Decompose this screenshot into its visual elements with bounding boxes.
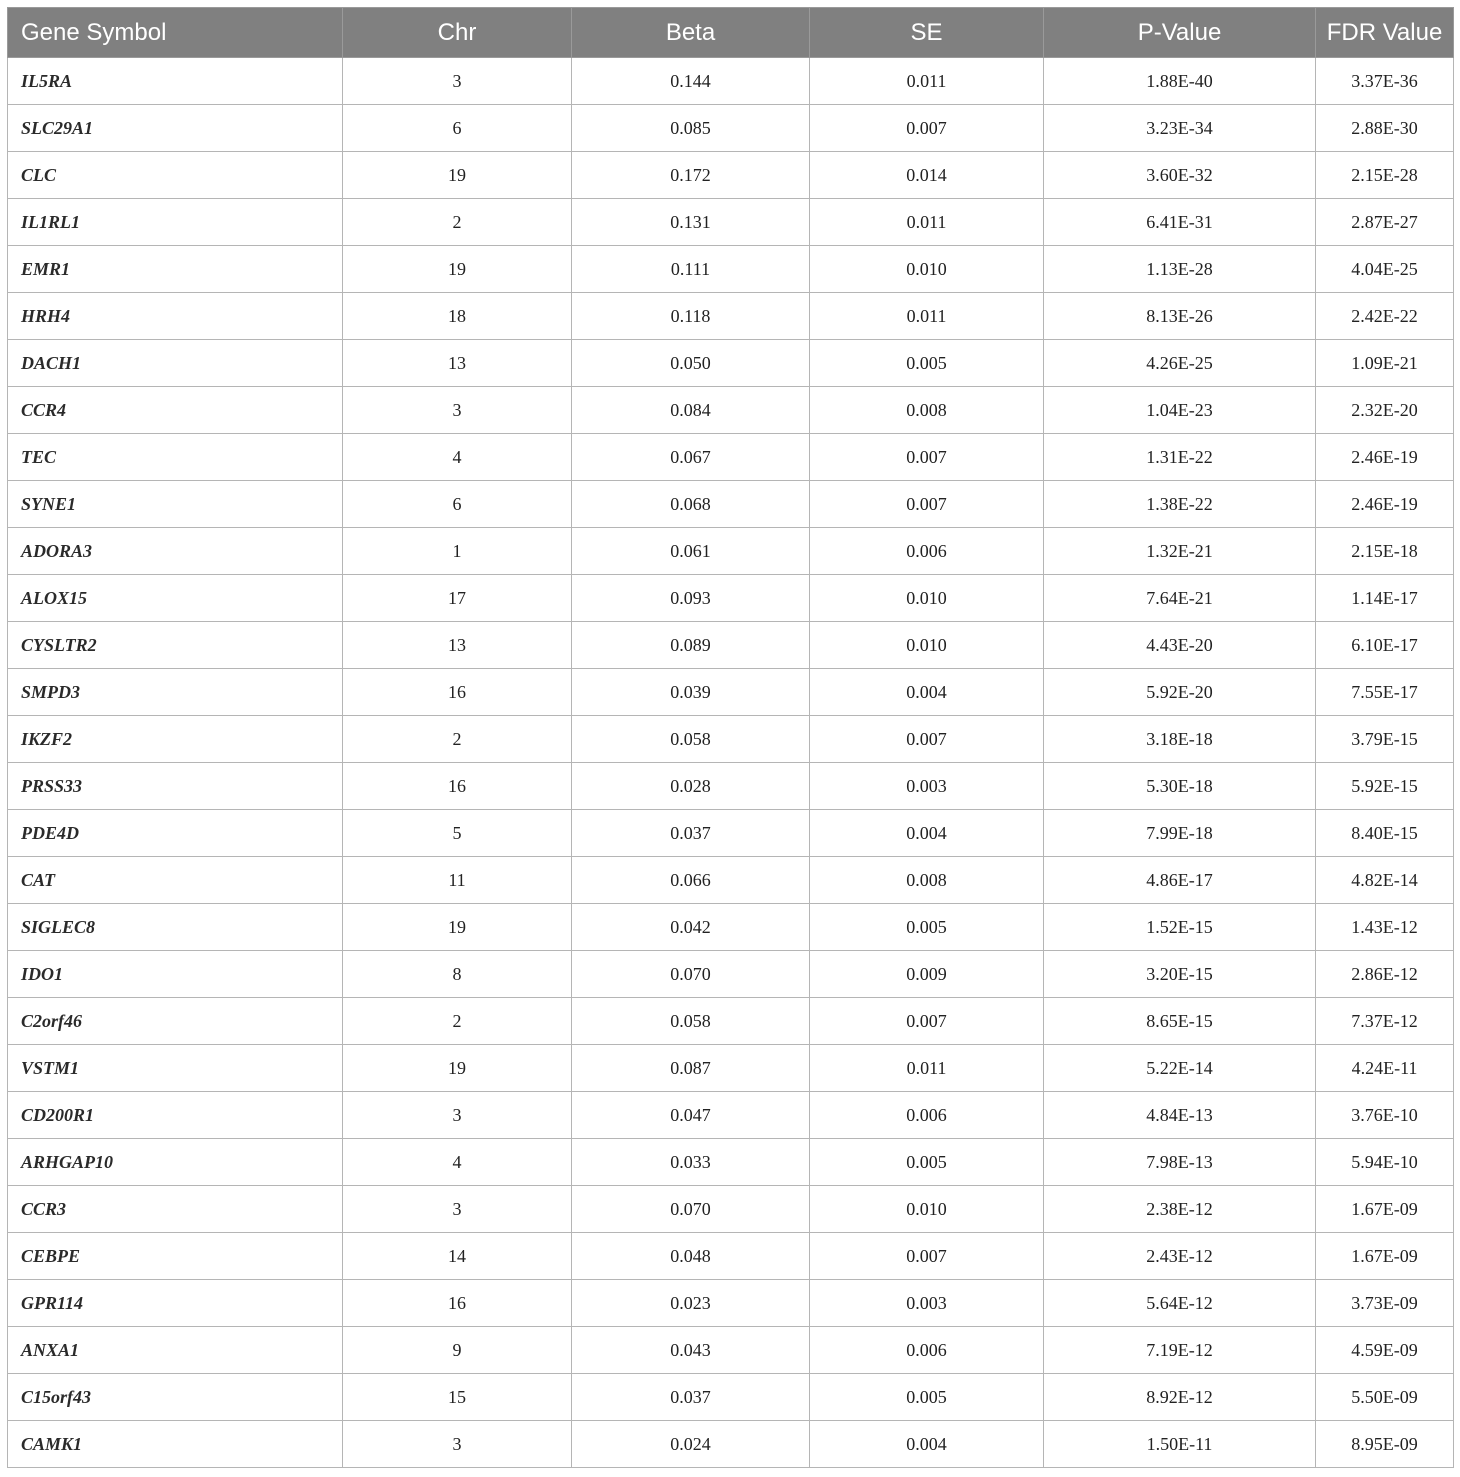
table-row [8,716,1454,763]
cell-se: 0.007 [810,105,1044,152]
cell-fdr-value: 1.14E-17 [1316,575,1454,622]
table-row [8,340,1454,387]
gene-results-table [7,7,1454,1468]
table-row [8,1421,1454,1468]
cell-se: 0.004 [810,810,1044,857]
cell-se: 0.006 [810,528,1044,575]
cell-gene-symbol: VSTM1 [8,1045,343,1092]
cell-chr: 2 [343,716,572,763]
cell-beta: 0.058 [572,998,810,1045]
cell-beta: 0.023 [572,1280,810,1327]
cell-gene-symbol: IDO1 [8,951,343,998]
table-row [8,105,1454,152]
cell-p-value: 7.98E-13 [1044,1139,1316,1186]
cell-p-value: 5.64E-12 [1044,1280,1316,1327]
cell-beta: 0.085 [572,105,810,152]
cell-p-value: 3.23E-34 [1044,105,1316,152]
table-row [8,387,1454,434]
table-row [8,434,1454,481]
table-row [8,622,1454,669]
cell-beta: 0.093 [572,575,810,622]
cell-chr: 19 [343,1045,572,1092]
cell-p-value: 7.64E-21 [1044,575,1316,622]
table-body [8,58,1454,1468]
cell-chr: 3 [343,1421,572,1468]
cell-fdr-value: 1.67E-09 [1316,1186,1454,1233]
cell-gene-symbol: GPR114 [8,1280,343,1327]
cell-fdr-value: 3.79E-15 [1316,716,1454,763]
table-row [8,575,1454,622]
cell-p-value: 1.13E-28 [1044,246,1316,293]
table-row [8,904,1454,951]
cell-beta: 0.131 [572,199,810,246]
cell-gene-symbol: CLC [8,152,343,199]
cell-p-value: 1.88E-40 [1044,58,1316,105]
cell-gene-symbol: IKZF2 [8,716,343,763]
cell-gene-symbol: IL5RA [8,58,343,105]
cell-beta: 0.024 [572,1421,810,1468]
cell-se: 0.009 [810,951,1044,998]
header-gene-symbol: Gene Symbol [8,8,343,58]
cell-gene-symbol: TEC [8,434,343,481]
table-row [8,528,1454,575]
cell-beta: 0.070 [572,951,810,998]
cell-fdr-value: 3.76E-10 [1316,1092,1454,1139]
table-row [8,58,1454,105]
header-chr: Chr [343,8,572,58]
cell-beta: 0.066 [572,857,810,904]
cell-p-value: 4.43E-20 [1044,622,1316,669]
cell-gene-symbol: IL1RL1 [8,199,343,246]
cell-gene-symbol: SYNE1 [8,481,343,528]
cell-gene-symbol: HRH4 [8,293,343,340]
cell-fdr-value: 6.10E-17 [1316,622,1454,669]
cell-beta: 0.067 [572,434,810,481]
cell-chr: 15 [343,1374,572,1421]
cell-chr: 1 [343,528,572,575]
cell-fdr-value: 2.86E-12 [1316,951,1454,998]
cell-beta: 0.042 [572,904,810,951]
cell-se: 0.011 [810,199,1044,246]
cell-gene-symbol: ALOX15 [8,575,343,622]
table-row [8,1186,1454,1233]
cell-chr: 19 [343,904,572,951]
cell-fdr-value: 2.46E-19 [1316,434,1454,481]
cell-chr: 5 [343,810,572,857]
cell-beta: 0.037 [572,810,810,857]
cell-fdr-value: 1.09E-21 [1316,340,1454,387]
cell-beta: 0.111 [572,246,810,293]
cell-gene-symbol: PRSS33 [8,763,343,810]
cell-beta: 0.089 [572,622,810,669]
cell-gene-symbol: SLC29A1 [8,105,343,152]
cell-chr: 11 [343,857,572,904]
cell-chr: 16 [343,1280,572,1327]
cell-gene-symbol: CAMK1 [8,1421,343,1468]
table-row [8,293,1454,340]
cell-se: 0.007 [810,716,1044,763]
cell-p-value: 1.31E-22 [1044,434,1316,481]
table-row [8,1045,1454,1092]
cell-fdr-value: 1.67E-09 [1316,1233,1454,1280]
cell-p-value: 2.43E-12 [1044,1233,1316,1280]
cell-chr: 13 [343,622,572,669]
cell-fdr-value: 4.24E-11 [1316,1045,1454,1092]
cell-gene-symbol: ADORA3 [8,528,343,575]
table-row [8,1092,1454,1139]
cell-fdr-value: 2.15E-28 [1316,152,1454,199]
cell-p-value: 8.92E-12 [1044,1374,1316,1421]
cell-se: 0.010 [810,575,1044,622]
cell-p-value: 4.86E-17 [1044,857,1316,904]
cell-chr: 13 [343,340,572,387]
cell-gene-symbol: CCR4 [8,387,343,434]
cell-beta: 0.047 [572,1092,810,1139]
cell-p-value: 1.50E-11 [1044,1421,1316,1468]
cell-se: 0.005 [810,904,1044,951]
cell-gene-symbol: C2orf46 [8,998,343,1045]
table-row [8,481,1454,528]
cell-fdr-value: 4.82E-14 [1316,857,1454,904]
cell-chr: 19 [343,152,572,199]
cell-beta: 0.144 [572,58,810,105]
cell-beta: 0.087 [572,1045,810,1092]
cell-se: 0.008 [810,387,1044,434]
cell-chr: 4 [343,1139,572,1186]
cell-beta: 0.118 [572,293,810,340]
cell-beta: 0.061 [572,528,810,575]
cell-chr: 2 [343,199,572,246]
cell-beta: 0.037 [572,1374,810,1421]
cell-chr: 16 [343,669,572,716]
cell-fdr-value: 2.88E-30 [1316,105,1454,152]
cell-gene-symbol: CD200R1 [8,1092,343,1139]
cell-p-value: 5.92E-20 [1044,669,1316,716]
cell-p-value: 1.04E-23 [1044,387,1316,434]
cell-p-value: 3.18E-18 [1044,716,1316,763]
cell-fdr-value: 2.46E-19 [1316,481,1454,528]
cell-se: 0.007 [810,481,1044,528]
cell-gene-symbol: DACH1 [8,340,343,387]
table-row [8,1327,1454,1374]
cell-chr: 8 [343,951,572,998]
table-row [8,763,1454,810]
cell-fdr-value: 5.50E-09 [1316,1374,1454,1421]
cell-se: 0.003 [810,763,1044,810]
cell-p-value: 1.32E-21 [1044,528,1316,575]
cell-se: 0.011 [810,293,1044,340]
table-row [8,951,1454,998]
cell-se: 0.007 [810,434,1044,481]
cell-se: 0.010 [810,246,1044,293]
cell-p-value: 4.26E-25 [1044,340,1316,387]
cell-se: 0.014 [810,152,1044,199]
cell-fdr-value: 7.55E-17 [1316,669,1454,716]
cell-gene-symbol: SIGLEC8 [8,904,343,951]
cell-fdr-value: 8.95E-09 [1316,1421,1454,1468]
cell-chr: 19 [343,246,572,293]
cell-gene-symbol: ANXA1 [8,1327,343,1374]
cell-gene-symbol: CEBPE [8,1233,343,1280]
cell-fdr-value: 1.43E-12 [1316,904,1454,951]
cell-fdr-value: 4.59E-09 [1316,1327,1454,1374]
cell-p-value: 8.65E-15 [1044,998,1316,1045]
table-header [8,8,1454,58]
cell-chr: 3 [343,58,572,105]
cell-p-value: 3.20E-15 [1044,951,1316,998]
cell-se: 0.007 [810,998,1044,1045]
cell-fdr-value: 2.32E-20 [1316,387,1454,434]
cell-se: 0.006 [810,1327,1044,1374]
cell-gene-symbol: CAT [8,857,343,904]
cell-beta: 0.039 [572,669,810,716]
cell-p-value: 8.13E-26 [1044,293,1316,340]
cell-se: 0.004 [810,1421,1044,1468]
cell-beta: 0.033 [572,1139,810,1186]
cell-se: 0.008 [810,857,1044,904]
cell-se: 0.010 [810,622,1044,669]
cell-fdr-value: 4.04E-25 [1316,246,1454,293]
cell-gene-symbol: ARHGAP10 [8,1139,343,1186]
cell-gene-symbol: SMPD3 [8,669,343,716]
cell-p-value: 5.22E-14 [1044,1045,1316,1092]
cell-chr: 14 [343,1233,572,1280]
header-se: SE [810,8,1044,58]
cell-chr: 16 [343,763,572,810]
cell-beta: 0.058 [572,716,810,763]
header-fdr-value: FDR Value [1316,8,1454,58]
cell-chr: 3 [343,1092,572,1139]
table-row [8,152,1454,199]
cell-gene-symbol: C15orf43 [8,1374,343,1421]
header-row [8,8,1454,58]
cell-p-value: 7.19E-12 [1044,1327,1316,1374]
cell-beta: 0.048 [572,1233,810,1280]
header-p-value: P-Value [1044,8,1316,58]
cell-fdr-value: 2.87E-27 [1316,199,1454,246]
cell-p-value: 1.52E-15 [1044,904,1316,951]
cell-p-value: 1.38E-22 [1044,481,1316,528]
cell-p-value: 6.41E-31 [1044,199,1316,246]
cell-chr: 3 [343,1186,572,1233]
cell-p-value: 5.30E-18 [1044,763,1316,810]
cell-fdr-value: 3.73E-09 [1316,1280,1454,1327]
cell-fdr-value: 3.37E-36 [1316,58,1454,105]
table-row [8,1139,1454,1186]
cell-chr: 6 [343,105,572,152]
cell-chr: 2 [343,998,572,1045]
cell-chr: 3 [343,387,572,434]
cell-gene-symbol: CYSLTR2 [8,622,343,669]
cell-p-value: 3.60E-32 [1044,152,1316,199]
table-row [8,1280,1454,1327]
cell-beta: 0.050 [572,340,810,387]
cell-beta: 0.028 [572,763,810,810]
table-row [8,810,1454,857]
cell-fdr-value: 5.92E-15 [1316,763,1454,810]
cell-se: 0.010 [810,1186,1044,1233]
cell-se: 0.005 [810,1139,1044,1186]
table-row [8,1233,1454,1280]
cell-se: 0.011 [810,58,1044,105]
cell-chr: 9 [343,1327,572,1374]
cell-fdr-value: 2.42E-22 [1316,293,1454,340]
table-row [8,1374,1454,1421]
table-row [8,199,1454,246]
cell-se: 0.004 [810,669,1044,716]
table-row [8,857,1454,904]
cell-gene-symbol: EMR1 [8,246,343,293]
cell-se: 0.011 [810,1045,1044,1092]
cell-p-value: 2.38E-12 [1044,1186,1316,1233]
cell-chr: 6 [343,481,572,528]
cell-fdr-value: 8.40E-15 [1316,810,1454,857]
cell-beta: 0.172 [572,152,810,199]
cell-se: 0.007 [810,1233,1044,1280]
cell-gene-symbol: CCR3 [8,1186,343,1233]
cell-p-value: 7.99E-18 [1044,810,1316,857]
cell-se: 0.005 [810,1374,1044,1421]
cell-chr: 4 [343,434,572,481]
cell-chr: 18 [343,293,572,340]
cell-beta: 0.068 [572,481,810,528]
cell-beta: 0.070 [572,1186,810,1233]
cell-beta: 0.084 [572,387,810,434]
cell-beta: 0.043 [572,1327,810,1374]
cell-fdr-value: 2.15E-18 [1316,528,1454,575]
cell-fdr-value: 5.94E-10 [1316,1139,1454,1186]
cell-gene-symbol: PDE4D [8,810,343,857]
table-row [8,246,1454,293]
cell-p-value: 4.84E-13 [1044,1092,1316,1139]
cell-se: 0.003 [810,1280,1044,1327]
table-row [8,669,1454,716]
cell-se: 0.006 [810,1092,1044,1139]
table-row [8,998,1454,1045]
header-beta: Beta [572,8,810,58]
cell-se: 0.005 [810,340,1044,387]
cell-chr: 17 [343,575,572,622]
cell-fdr-value: 7.37E-12 [1316,998,1454,1045]
